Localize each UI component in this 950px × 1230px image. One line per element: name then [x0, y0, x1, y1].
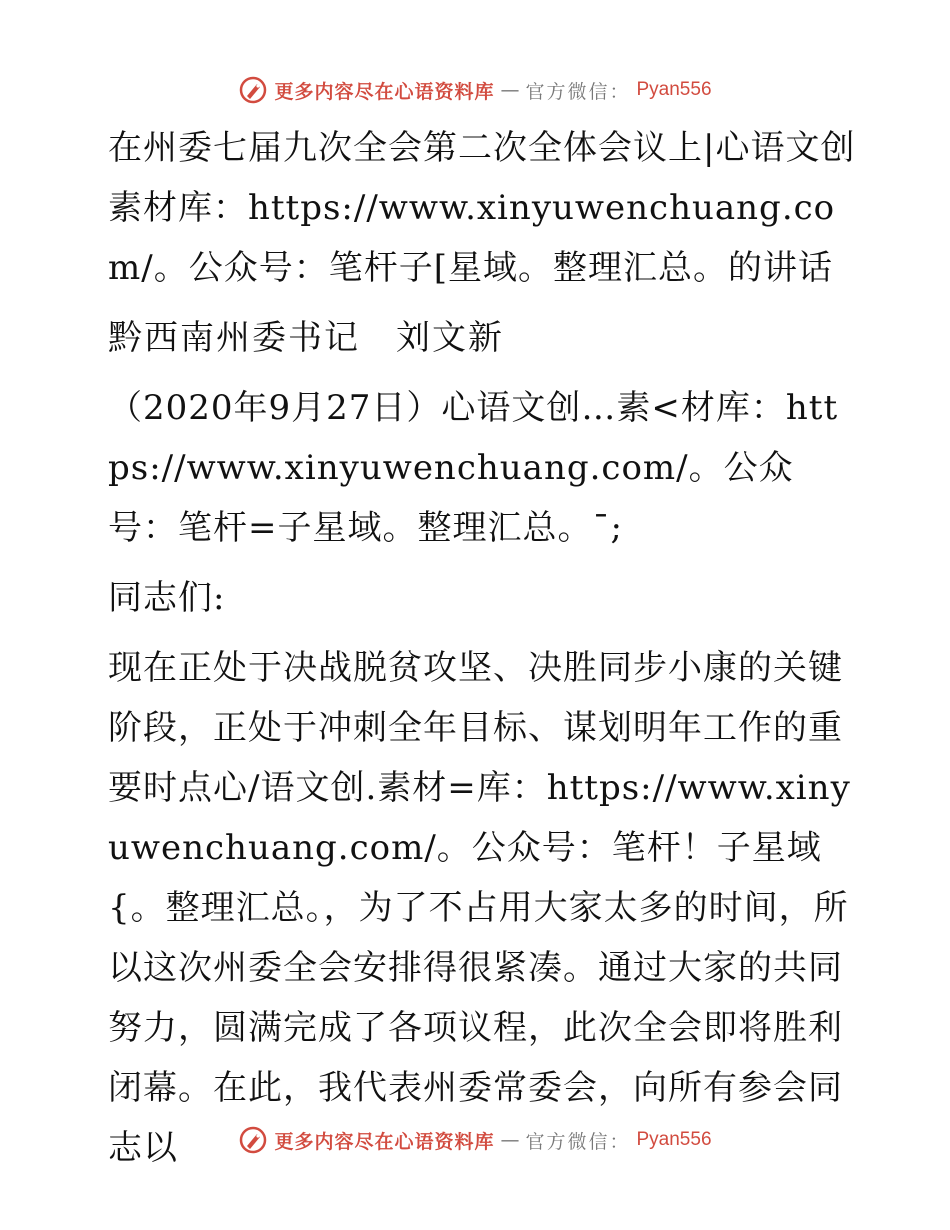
- document-salutation: 同志们:: [108, 578, 226, 618]
- document-title: 在州委七届九次全会第二次全体会议上|心语文创素材库：https://www.xinyuwenchuang.com/。公众号：笔杆子[星域。整理汇总。的讲话: [108, 128, 856, 288]
- footer-watermark: [0, 1120, 950, 1160]
- watermark-separator: —: [500, 79, 520, 101]
- header-watermark: [0, 70, 950, 110]
- watermark-text: 更多内容尽在心语资料库: [274, 80, 495, 103]
- watermark-text: 更多内容尽在心语资料库: [274, 1130, 495, 1153]
- watermark-wechat-id: Pyan556: [636, 79, 712, 100]
- pen-nib-icon: [238, 1125, 268, 1155]
- document-body: [96, 118, 856, 1188]
- document-date-line: （2020年9月27日）心语文创…素<材库：https://www.xinyuwenchuang.com/。公众号：笔杆=子星域。整理汇总。¯;: [108, 388, 839, 548]
- watermark-separator: —: [500, 1129, 520, 1151]
- document-paragraph: 现在正处于决战脱贫攻坚、决胜同步小康的关键阶段，正处于冲刺全年目标、谋划明年工作的重要时点心/语文创.素材=库：https://www.xinyuwenchuang.com/。公众号：笔杆！子星域{。整理汇总。，为了不占用大家太多的时间，所以这次州委全会安排得很紧凑。通过大家的共同努力，圆满完成了各项议程，此次全会即将胜利闭幕。在此，我代表州委常委会，向所有参会同志以: [108, 648, 851, 1168]
- watermark-wechat-label: 官方微信：: [525, 1130, 631, 1153]
- watermark-wechat-id: Pyan556: [636, 1129, 712, 1150]
- watermark-wechat-label: 官方微信：: [525, 80, 631, 103]
- document-author: 黔西南州委书记 刘文新: [108, 318, 504, 358]
- pen-nib-icon: [238, 75, 268, 105]
